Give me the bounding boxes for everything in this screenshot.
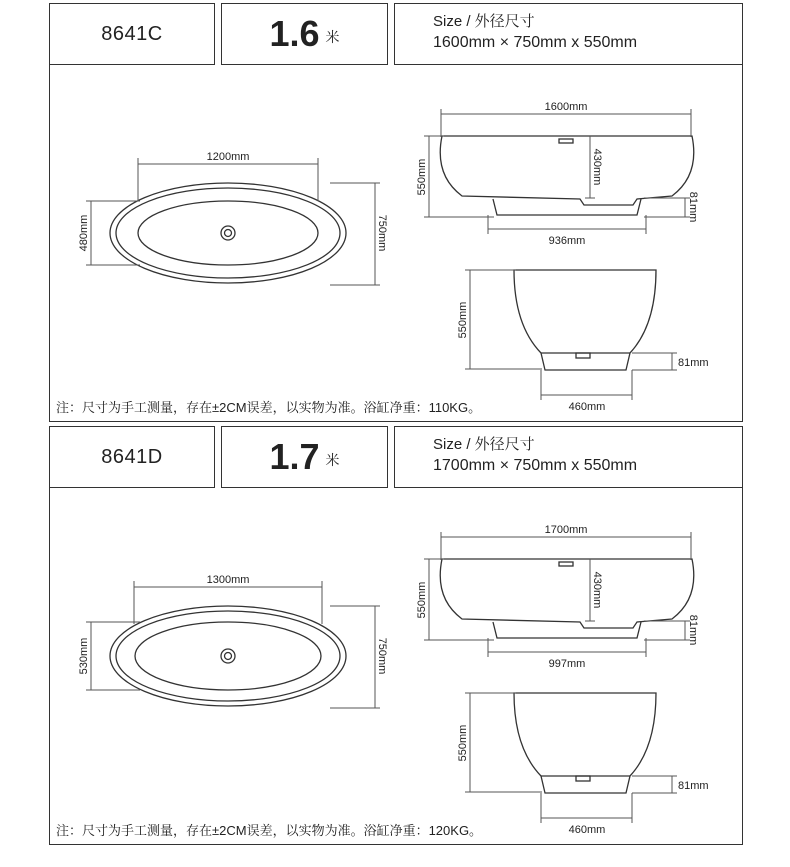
model-cell xyxy=(49,3,215,65)
side-base-length-label: 936mm xyxy=(548,235,586,247)
inner-length-label: 1300mm xyxy=(206,574,250,586)
end-base-width-label: 460mm xyxy=(568,824,606,836)
drain-inner-icon xyxy=(225,230,232,237)
end-height-label: 550mm xyxy=(457,301,469,339)
product-panel-8641C xyxy=(49,3,743,422)
size-unit: 米 xyxy=(325,29,340,45)
size-unit: 米 xyxy=(325,452,340,468)
tub-end-outline xyxy=(514,693,656,793)
side-height-label: 550mm xyxy=(416,581,428,619)
dimensions-label: Size / 外径尺寸 xyxy=(433,13,535,30)
tub-outer-rim xyxy=(110,606,346,706)
size-cell xyxy=(221,3,388,65)
end-height-label: 550mm xyxy=(457,724,469,762)
outer-width-label: 750mm xyxy=(376,637,388,675)
drawing-area xyxy=(49,488,743,845)
side-base-length-label: 997mm xyxy=(548,658,586,670)
dimensions-value: 1600mm × 750mm x 550mm xyxy=(433,34,638,51)
top-view xyxy=(78,574,388,708)
side-depth-label: 430mm xyxy=(591,571,603,609)
dimensions-label: Size / 外径尺寸 xyxy=(433,436,535,453)
technical-drawing xyxy=(50,488,744,845)
tub-end-outline xyxy=(514,270,656,370)
top-view xyxy=(78,151,388,285)
tub-basin xyxy=(135,622,321,690)
drain-inner-icon xyxy=(225,653,232,660)
size-number: 1.6 xyxy=(269,13,320,54)
dimensions-cell xyxy=(394,426,743,488)
drain-icon xyxy=(221,226,235,240)
technical-drawing xyxy=(50,65,744,422)
size-number: 1.7 xyxy=(269,436,320,477)
product-panel-8641D xyxy=(49,426,743,845)
inner-width-label: 480mm xyxy=(78,214,90,252)
side-base-height-label: 81mm xyxy=(687,191,699,223)
tub-outer-rim xyxy=(110,183,346,283)
tub-side-outline xyxy=(440,559,694,628)
end-drain-icon xyxy=(576,353,590,358)
end-view xyxy=(457,270,709,413)
overflow-icon xyxy=(559,139,573,143)
end-base-width-label: 460mm xyxy=(568,401,606,413)
end-base-height-label: 81mm xyxy=(678,357,709,369)
inner-length-label: 1200mm xyxy=(206,151,250,163)
side-depth-label: 430mm xyxy=(591,148,603,186)
tub-base-side xyxy=(493,622,641,638)
drawing-area xyxy=(49,65,743,422)
outer-width-label: 750mm xyxy=(376,214,388,252)
tub-outer-rim-inner xyxy=(116,611,340,701)
side-height-label: 550mm xyxy=(416,158,428,196)
overflow-icon xyxy=(559,562,573,566)
tub-base-side xyxy=(493,199,641,215)
inner-width-label: 530mm xyxy=(78,637,90,675)
side-view xyxy=(416,524,699,670)
end-base-height-label: 81mm xyxy=(678,780,709,792)
weight-note: 注：尺寸为手工测量，存在±2CM误差，以实物为准。浴缸净重：120KG。 xyxy=(56,823,483,838)
model-number: 8641D xyxy=(101,445,163,468)
side-view xyxy=(416,101,699,247)
side-length-label: 1700mm xyxy=(544,524,588,536)
model-number: 8641C xyxy=(101,22,163,45)
tub-side-outline xyxy=(440,136,694,205)
end-view xyxy=(457,693,709,836)
tub-basin xyxy=(138,201,318,265)
drain-icon xyxy=(221,649,235,663)
side-length-label: 1600mm xyxy=(544,101,588,113)
weight-note: 注：尺寸为手工测量，存在±2CM误差，以实物为准。浴缸净重：110KG。 xyxy=(56,400,482,415)
dimensions-cell xyxy=(394,3,743,65)
size-cell xyxy=(221,426,388,488)
dimensions-value: 1700mm × 750mm x 550mm xyxy=(433,457,638,474)
side-base-height-label: 81mm xyxy=(687,614,699,646)
end-drain-icon xyxy=(576,776,590,781)
model-cell xyxy=(49,426,215,488)
